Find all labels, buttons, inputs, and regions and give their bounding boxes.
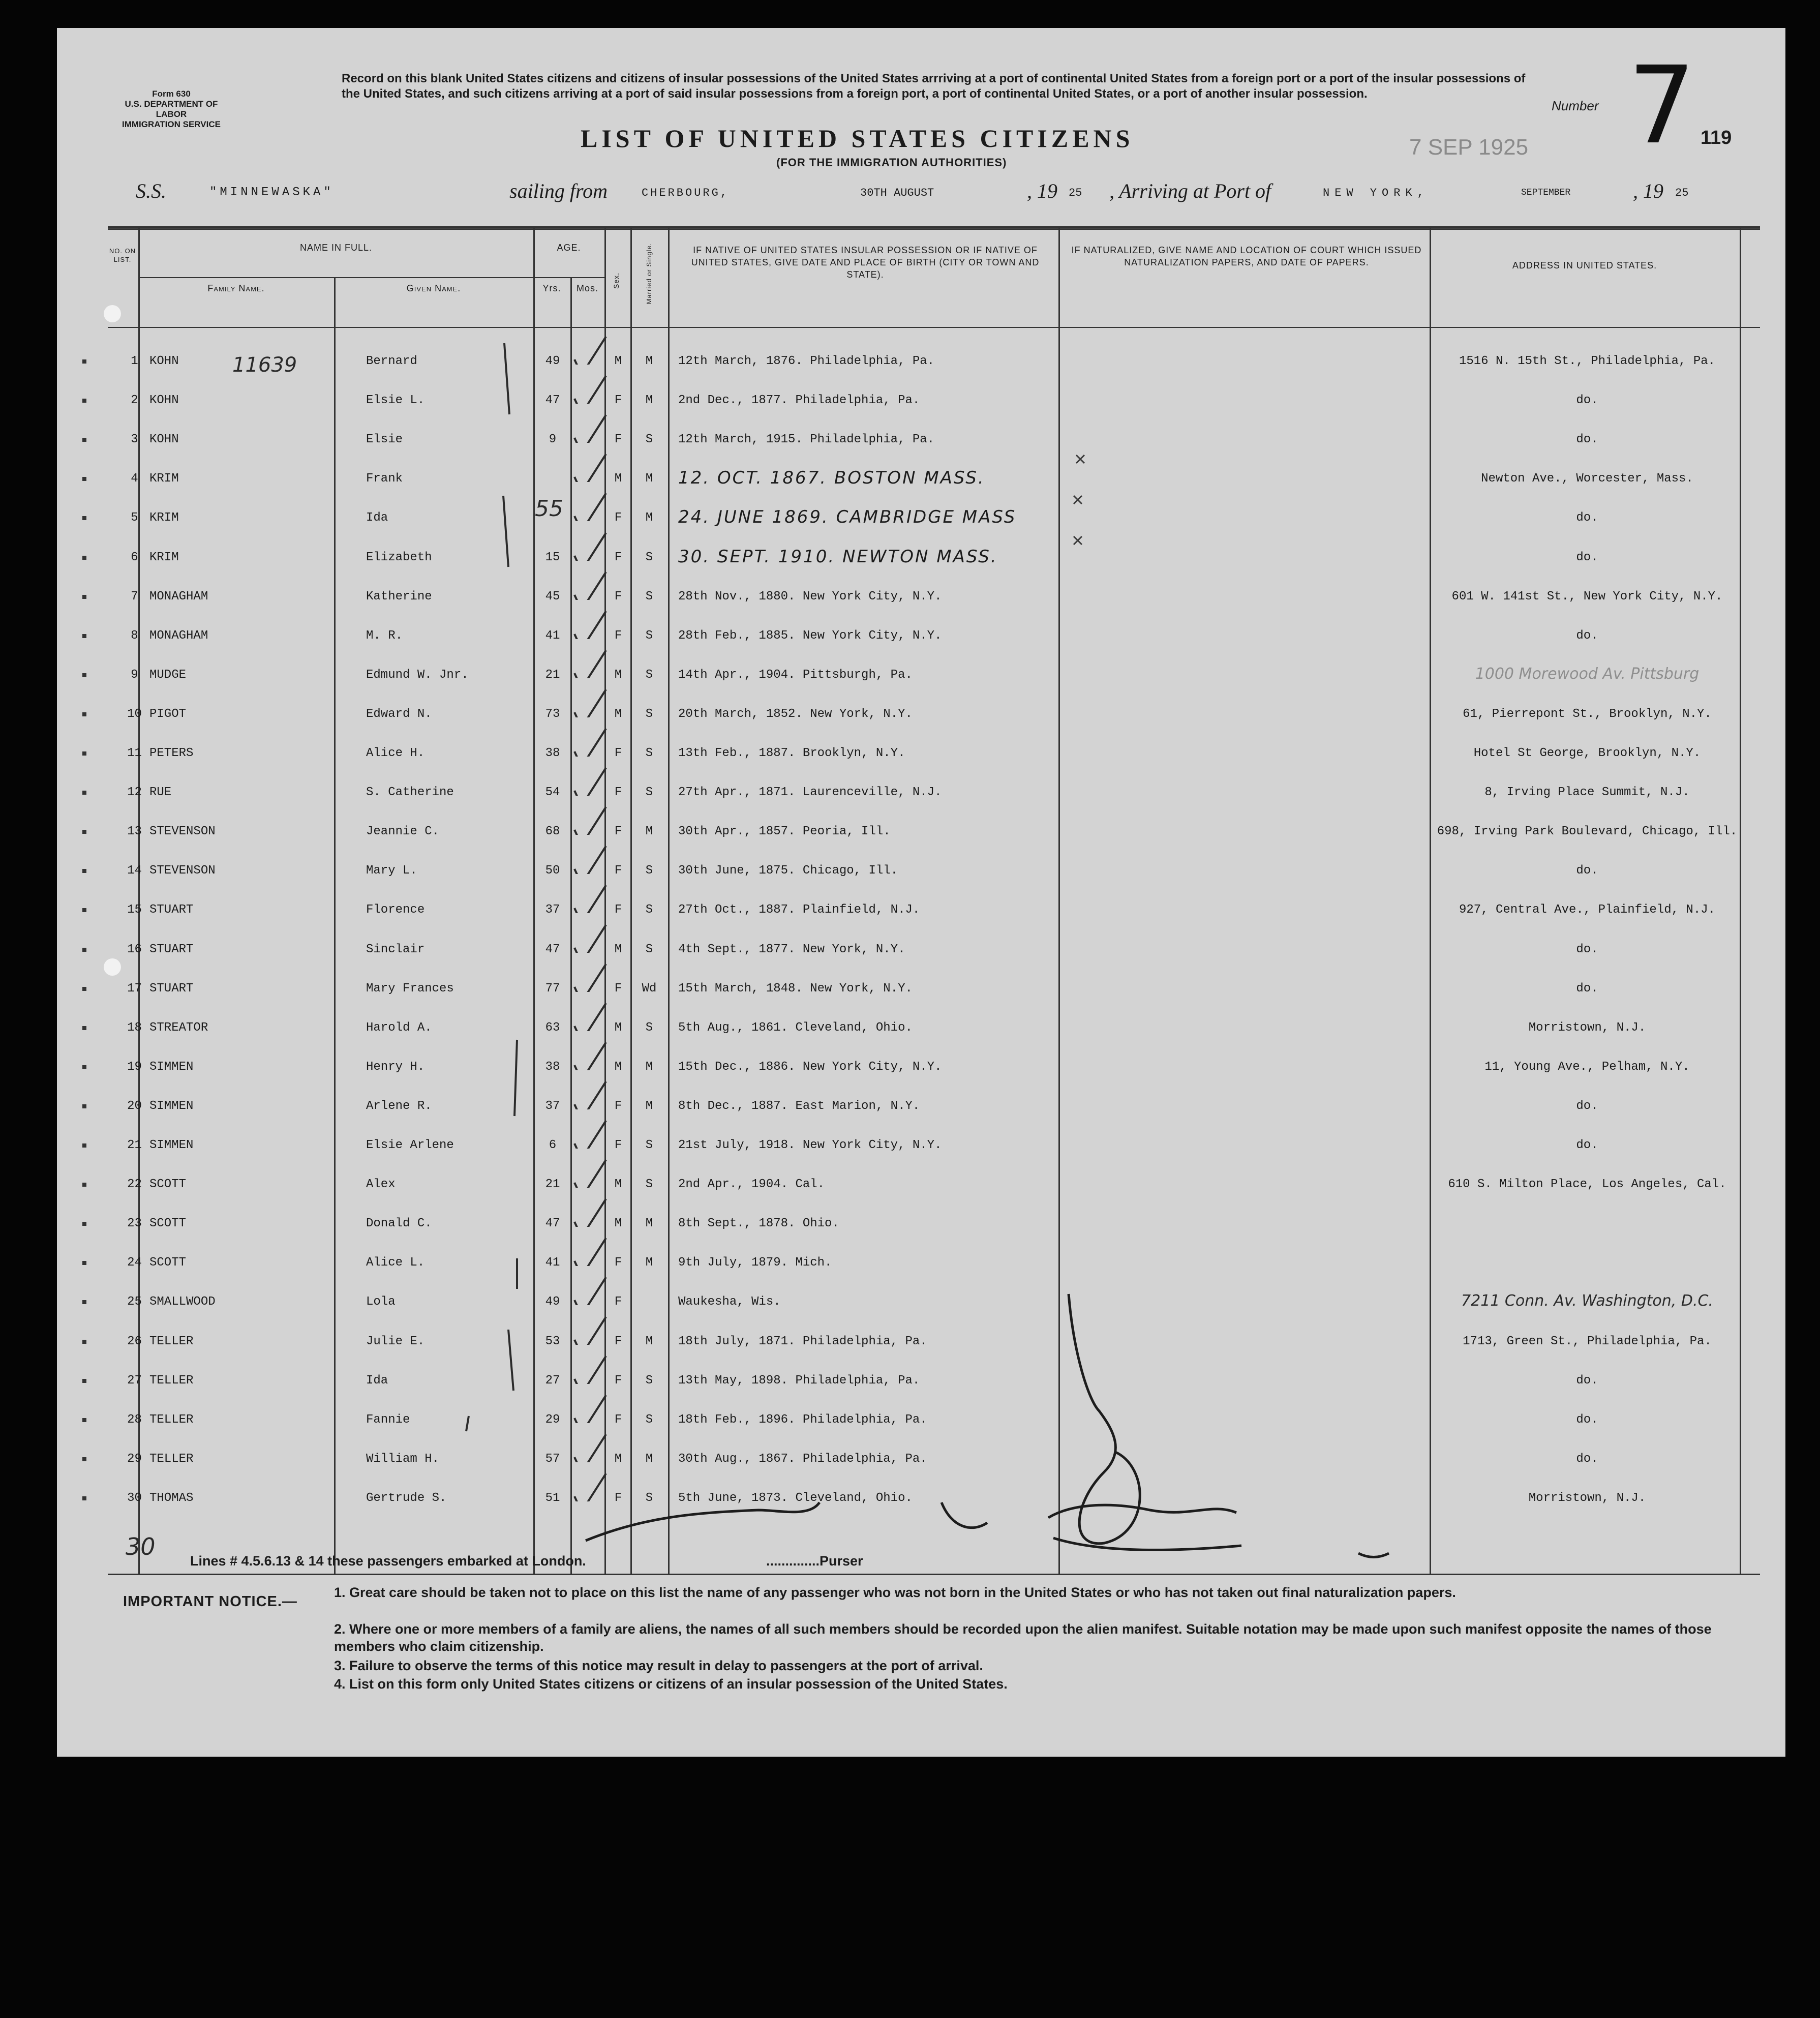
col-header-no: NO. ON LIST. (109, 247, 136, 263)
given-name: Edward N. (366, 707, 432, 721)
age-years: 37 (545, 1099, 560, 1113)
us-address: do. (1576, 551, 1598, 564)
row-number: 19 (127, 1060, 142, 1074)
us-address: do. (1576, 629, 1598, 643)
given-name: Ida (366, 1374, 388, 1388)
us-address: 8, Irving Place Summit, N.J. (1484, 786, 1690, 799)
age-years: 45 (545, 590, 560, 604)
given-name: Edmund W. Jnr. (366, 668, 469, 682)
marital-status: S (645, 1138, 653, 1152)
family-name: KOHN (149, 394, 179, 407)
given-name: Elsie Arlene (366, 1138, 454, 1152)
birth-details: 28th Nov., 1880. New York City, N.Y. (678, 590, 942, 604)
row-number: 8 (131, 629, 138, 643)
age-years: 27 (545, 1374, 560, 1388)
marital-status: S (645, 629, 653, 643)
signature-strokes (586, 1294, 1389, 1557)
us-address: do. (1576, 511, 1598, 525)
sex: M (614, 472, 622, 486)
ss-label: S.S. (136, 179, 166, 202)
marital-status: Wd (642, 982, 657, 996)
age-years: 54 (545, 786, 560, 799)
row-number: 12 (127, 786, 142, 799)
sex: M (614, 943, 622, 956)
age-years: 63 (545, 1021, 560, 1035)
us-address: Hotel St George, Brooklyn, N.Y. (1473, 746, 1701, 760)
marital-status: M (645, 1217, 653, 1230)
arrival-port: NEW YORK, (1323, 187, 1429, 199)
us-address: 610 S. Milton Place, Los Angeles, Cal. (1448, 1178, 1726, 1191)
birth-details: 5th June, 1873. Cleveland, Ohio. (678, 1491, 913, 1505)
given-name: Henry H. (366, 1060, 425, 1074)
row-number: 17 (127, 982, 142, 996)
us-address: do. (1576, 433, 1598, 446)
us-address: do. (1576, 1452, 1598, 1466)
sex: F (614, 433, 622, 446)
age-years: 77 (545, 982, 560, 996)
age-years: 57 (545, 1452, 560, 1466)
family-name: SIMMEN (149, 1099, 194, 1113)
age-years: 9 (549, 433, 557, 446)
age-years: 29 (545, 1413, 560, 1427)
col-header-name-full: NAME IN FULL. (299, 243, 373, 253)
notice-title: IMPORTANT NOTICE.— (123, 1593, 297, 1610)
age-years: 49 (545, 1295, 560, 1309)
given-name: Elsie L. (366, 394, 425, 407)
family-name: MUDGE (149, 668, 187, 682)
given-name: Mary Frances (366, 982, 454, 996)
family-name: SCOTT (149, 1256, 187, 1270)
given-name: Alex (366, 1178, 396, 1191)
row-number: 27 (127, 1374, 142, 1388)
us-address: do. (1576, 1374, 1598, 1388)
row-number: 14 (127, 864, 142, 878)
row-number: 4 (131, 472, 138, 486)
marital-status: M (645, 825, 653, 838)
birth-details: 12th March, 1915. Philadelphia, Pa. (678, 433, 935, 446)
age-years: 38 (545, 746, 560, 760)
birth-details: 14th Apr., 1904. Pittsburgh, Pa. (678, 668, 913, 682)
birth-details: 30th Aug., 1867. Philadelphia, Pa. (678, 1452, 927, 1466)
purser-line: ..............Purser (766, 1553, 863, 1569)
given-name: Florence (366, 903, 425, 917)
marital-status: S (645, 433, 653, 446)
manifest-sheet (57, 28, 1785, 1757)
age-years: 47 (545, 943, 560, 956)
us-address: do. (1576, 982, 1598, 996)
birth-details: 24. JUNE 1869. CAMBRIDGE MASS (678, 507, 1017, 527)
given-name: Frank (366, 472, 403, 486)
row-number: 20 (127, 1099, 142, 1113)
row-number: 23 (127, 1217, 142, 1230)
age-years: 41 (545, 629, 560, 643)
given-name: Lola (366, 1295, 396, 1309)
birth-details: 9th July, 1879. Mich. (678, 1256, 832, 1270)
marital-status: S (645, 668, 653, 682)
given-name: Donald C. (366, 1217, 432, 1230)
arrival-month: SEPTEMBER (1521, 188, 1571, 198)
family-name: STUART (149, 943, 194, 956)
given-name: Jeannie C. (366, 825, 440, 838)
list-number: 7 (1628, 43, 1696, 168)
row-number: 1 (131, 354, 138, 368)
given-name: Mary L. (366, 864, 417, 878)
sex: F (614, 511, 622, 525)
marital-status: S (645, 551, 653, 564)
marital-status: S (645, 1491, 653, 1505)
family-name: SCOTT (149, 1178, 187, 1191)
sex: M (614, 1178, 622, 1191)
us-address: 927, Central Ave., Plainfield, N.J. (1459, 903, 1716, 917)
us-address: 61, Pierrepont St., Brooklyn, N.Y. (1463, 707, 1712, 721)
sex: F (614, 1138, 622, 1152)
family-name: STUART (149, 903, 194, 917)
col-header-address: ADDRESS IN UNITED STATES. (1512, 260, 1657, 270)
birth-details: 27th Oct., 1887. Plainfield, N.J. (678, 903, 920, 917)
given-name: S. Catherine (366, 786, 454, 799)
marital-status: M (645, 1452, 653, 1466)
col-header-married: Married or Single. (645, 243, 653, 305)
birth-details: 12th March, 1876. Philadelphia, Pa. (678, 354, 935, 368)
family-name: PIGOT (149, 707, 187, 721)
arriving-label: , Arriving at Port of (1109, 179, 1271, 202)
us-address: do. (1576, 394, 1598, 407)
age-years: 37 (545, 903, 560, 917)
departure-year: 25 (1069, 187, 1082, 199)
row-number: 30 (127, 1491, 142, 1505)
sex: F (614, 825, 622, 838)
marital-status: S (645, 786, 653, 799)
us-address: do. (1576, 943, 1598, 956)
notice-item-2: 2. Where one or more members of a family are aliens, the names of all such members should be recorded upon the alien manifest. Suitable notation may be made upon such manifest opposite the names of those members who claim citizenship. (334, 1621, 1712, 1654)
form-number: Form 630 (152, 89, 191, 99)
form-instruction: Record on this blank United States citizens and citizens of insular possessions of the United States arrriving at a port of continental United States from a foreign port or a port of the insular possessions of the United States, and such citizens arriving at a port of said insular possessions from a foreign port, a port of continental United States, or a port of another insular possession. (342, 72, 1526, 101)
marital-status: S (645, 864, 653, 878)
us-address: Newton Ave., Worcester, Mass. (1481, 472, 1693, 486)
marital-status: M (645, 472, 653, 486)
marital-status: S (645, 943, 653, 956)
age-years: 41 (545, 1256, 560, 1270)
sex: F (614, 864, 622, 878)
us-address: 1713, Green St., Philadelphia, Pa. (1463, 1335, 1712, 1348)
marital-status: S (645, 590, 653, 604)
given-name: Ida (366, 511, 388, 525)
us-address: Morristown, N.J. (1528, 1021, 1646, 1035)
service-name: IMMIGRATION SERVICE (122, 119, 221, 129)
given-name: Arlene R. (366, 1099, 432, 1113)
age-years: 51 (545, 1491, 560, 1505)
given-name: Alice L. (366, 1256, 425, 1270)
age-years: 73 (545, 707, 560, 721)
marital-status: M (645, 354, 653, 368)
family-name: SIMMEN (149, 1138, 194, 1152)
handwritten-age: 55 (535, 496, 563, 522)
age-years: 38 (545, 1060, 560, 1074)
sex: M (614, 707, 622, 721)
us-address: do. (1576, 1138, 1598, 1152)
col-header-yrs: Yrs. (542, 283, 561, 293)
year-prefix: , 19 (1027, 179, 1057, 202)
birth-details: 27th Apr., 1871. Laurenceville, N.J. (678, 786, 942, 799)
row-number: 24 (127, 1256, 142, 1270)
notice-item-3: 3. Failure to observe the terms of this notice may result in delay to passengers at the port of arrival. (334, 1658, 983, 1673)
family-name: THOMAS (149, 1491, 194, 1505)
age-years: 21 (545, 1178, 560, 1191)
sex: F (614, 786, 622, 799)
notice-item-1: 1. Great care should be taken not to place on this list the name of any passenger who was not born in the United States or who has not taken out final naturalization papers. (334, 1585, 1456, 1600)
family-name: TELLER (149, 1335, 194, 1348)
age-years: 15 (545, 551, 560, 564)
year-prefix: , 19 (1633, 179, 1663, 202)
col-header-family: Family Name. (207, 283, 265, 293)
row-number: 16 (127, 943, 142, 956)
given-name: Bernard (366, 354, 417, 368)
sex: F (614, 1413, 622, 1427)
departure-port: CHERBOURG, (642, 187, 730, 199)
row-number: 3 (131, 433, 138, 446)
row-number: 25 (127, 1295, 142, 1309)
col-header-birth: IF NATIVE OF UNITED STATES INSULAR POSSESSION OR IF NATIVE OF UNITED STATES, GIVE DATE AND PLACE OF BIRTH (CITY OR TOWN AND STATE). (691, 245, 1040, 280)
col-header-sex: Sex. (612, 273, 620, 289)
us-address: Morristown, N.J. (1528, 1491, 1646, 1505)
sailing-label: sailing from (509, 179, 608, 202)
family-name: TELLER (149, 1452, 194, 1466)
form-subtitle: (FOR THE IMMIGRATION AUTHORITIES) (776, 156, 1007, 169)
age-years: 53 (545, 1335, 560, 1348)
sex: F (614, 590, 622, 604)
birth-details: 15th March, 1848. New York, N.Y. (678, 982, 913, 996)
marital-status: S (645, 707, 653, 721)
marital-status: M (645, 1335, 653, 1348)
sex: F (614, 982, 622, 996)
row-number: 28 (127, 1413, 142, 1427)
family-name: PETERS (149, 746, 194, 760)
birth-details: 28th Feb., 1885. New York City, N.Y. (678, 629, 942, 643)
family-name: TELLER (149, 1374, 194, 1388)
birth-details: 8th Dec., 1887. East Marion, N.Y. (678, 1099, 920, 1113)
us-address: 698, Irving Park Boulevard, Chicago, Ill. (1437, 825, 1738, 838)
birth-details: 21st July, 1918. New York City, N.Y. (678, 1138, 942, 1152)
marital-status: S (645, 1021, 653, 1035)
sex: F (614, 1256, 622, 1270)
birth-details: 30th Apr., 1857. Peoria, Ill. (678, 825, 891, 838)
sex: F (614, 629, 622, 643)
family-name: STEVENSON (149, 825, 216, 838)
given-name: Julie E. (366, 1335, 425, 1348)
ship-name: "MINNEWASKA" (209, 186, 334, 199)
sex: F (614, 551, 622, 564)
sex: F (614, 394, 622, 407)
given-name: Gertrude S. (366, 1491, 447, 1505)
given-name: M. R. (366, 629, 403, 643)
family-name: STEVENSON (149, 864, 216, 878)
family-name: KRIM (149, 551, 179, 564)
sex: M (614, 354, 622, 368)
sex: M (614, 668, 622, 682)
row-number: 22 (127, 1178, 142, 1191)
birth-details: 13th Feb., 1887. Brooklyn, N.Y. (678, 746, 905, 760)
col-header-mos: Mos. (576, 283, 598, 293)
col-header-given: Given Name. (406, 283, 461, 293)
birth-details: 18th Feb., 1896. Philadelphia, Pa. (678, 1413, 927, 1427)
sex: M (614, 1217, 622, 1230)
family-name: SIMMEN (149, 1060, 194, 1074)
birth-details: Waukesha, Wis. (678, 1295, 781, 1309)
family-name: KOHN (149, 433, 179, 446)
us-address: 601 W. 141st St., New York City, N.Y. (1451, 590, 1723, 604)
given-name: Alice H. (366, 746, 425, 760)
given-name: Elizabeth (366, 551, 432, 564)
total-count-mark: 30 (126, 1533, 156, 1560)
birth-details: 30. SEPT. 1910. NEWTON MASS. (678, 547, 998, 567)
page-number: 119 (1701, 127, 1732, 148)
sex: F (614, 1491, 622, 1505)
age-years: 68 (545, 825, 560, 838)
sex: F (614, 1374, 622, 1388)
marital-status: M (645, 394, 653, 407)
family-name: STUART (149, 982, 194, 996)
sex: F (614, 903, 622, 917)
given-name: Katherine (366, 590, 432, 604)
row-number: 6 (131, 551, 138, 564)
row-number: 18 (127, 1021, 142, 1035)
pencil-marks (57, 28, 1785, 1757)
marital-status: S (645, 1178, 653, 1191)
row-number: 15 (127, 903, 142, 917)
family-name: SMALLWOOD (149, 1295, 216, 1309)
family-name: KOHN (149, 354, 179, 368)
number-label: Number (1552, 98, 1599, 113)
birth-details: 18th July, 1871. Philadelphia, Pa. (678, 1335, 927, 1348)
birth-details: 5th Aug., 1861. Cleveland, Ohio. (678, 1021, 913, 1035)
birth-details: 12. OCT. 1867. BOSTON MASS. (678, 468, 985, 488)
row-number: 5 (131, 511, 138, 525)
sex: F (614, 746, 622, 760)
family-name: STREATOR (149, 1021, 208, 1035)
embarkation-note: Lines # 4.5.6.13 & 14 these passengers embarked at London. (190, 1553, 586, 1569)
family-name: KRIM (149, 511, 179, 525)
age-years: 49 (545, 354, 560, 368)
departure-date: 30TH AUGUST (860, 187, 934, 199)
form-title: LIST OF UNITED STATES CITIZENS (581, 124, 1134, 153)
marital-status: M (645, 1256, 653, 1270)
date-stamp: 7 SEP 1925 (1409, 135, 1529, 160)
col-header-age: AGE. (557, 243, 581, 253)
notice-item-4: 4. List on this form only United States citizens or citizens of an insular possession of the United States. (334, 1676, 1008, 1692)
department-name: U.S. DEPARTMENT OF LABOR (125, 99, 218, 119)
age-years: 21 (545, 668, 560, 682)
us-address: do. (1576, 1413, 1598, 1427)
us-address: 1000 Morewood Av. Pittsburg (1475, 665, 1700, 683)
us-address: 11, Young Ave., Pelham, N.Y. (1484, 1060, 1690, 1074)
row-number: 26 (127, 1335, 142, 1348)
sex: M (614, 1021, 622, 1035)
sex: F (614, 1335, 622, 1348)
us-address: do. (1576, 1099, 1598, 1113)
age-years: 50 (545, 864, 560, 878)
marital-status: S (645, 746, 653, 760)
sex: M (614, 1060, 622, 1074)
birth-details: 20th March, 1852. New York, N.Y. (678, 707, 913, 721)
age-years: 47 (545, 1217, 560, 1230)
given-name: Sinclair (366, 943, 425, 956)
sex: F (614, 1099, 622, 1113)
handwritten-note: 11639 (232, 353, 297, 377)
marital-status: S (645, 1413, 653, 1427)
family-name: MONAGHAM (149, 590, 208, 604)
sex: F (614, 1295, 622, 1309)
marital-status: M (645, 1099, 653, 1113)
age-years: 47 (545, 394, 560, 407)
row-number: 29 (127, 1452, 142, 1466)
row-number: 13 (127, 825, 142, 838)
birth-details: 2nd Dec., 1877. Philadelphia, Pa. (678, 394, 920, 407)
arrival-year: 25 (1675, 187, 1689, 199)
birth-details: 4th Sept., 1877. New York, N.Y. (678, 943, 905, 956)
given-name: Fannie (366, 1413, 410, 1427)
row-number: 9 (131, 668, 138, 682)
given-name: Elsie (366, 433, 403, 446)
family-name: RUE (149, 786, 172, 799)
marital-status: S (645, 1374, 653, 1388)
us-address: 7211 Conn. Av. Washington, D.C. (1461, 1292, 1713, 1310)
row-number: 10 (127, 707, 142, 721)
row-number: 2 (131, 394, 138, 407)
col-header-naturalized: IF NATURALIZED, GIVE NAME AND LOCATION OF COURT WHICH ISSUED NATURALIZATION PAPERS, AND DATE OF PAPERS. (1071, 245, 1422, 267)
row-number: 21 (127, 1138, 142, 1152)
age-years: 6 (549, 1138, 557, 1152)
given-name: William H. (366, 1452, 440, 1466)
us-address: 1516 N. 15th St., Philadelphia, Pa. (1459, 354, 1716, 368)
us-address: do. (1576, 864, 1598, 878)
birth-details: 15th Dec., 1886. New York City, N.Y. (678, 1060, 942, 1074)
birth-details: 30th June, 1875. Chicago, Ill. (678, 864, 898, 878)
family-name: MONAGHAM (149, 629, 208, 643)
row-number: 11 (127, 746, 142, 760)
birth-details: 8th Sept., 1878. Ohio. (678, 1217, 839, 1230)
marital-status: M (645, 1060, 653, 1074)
family-name: TELLER (149, 1413, 194, 1427)
birth-details: 2nd Apr., 1904. Cal. (678, 1178, 825, 1191)
row-number: 7 (131, 590, 138, 604)
given-name: Harold A. (366, 1021, 432, 1035)
sex: M (614, 1452, 622, 1466)
family-name: SCOTT (149, 1217, 187, 1230)
marital-status: S (645, 903, 653, 917)
birth-details: 13th May, 1898. Philadelphia, Pa. (678, 1374, 920, 1388)
marital-status: M (645, 511, 653, 525)
family-name: KRIM (149, 472, 179, 486)
